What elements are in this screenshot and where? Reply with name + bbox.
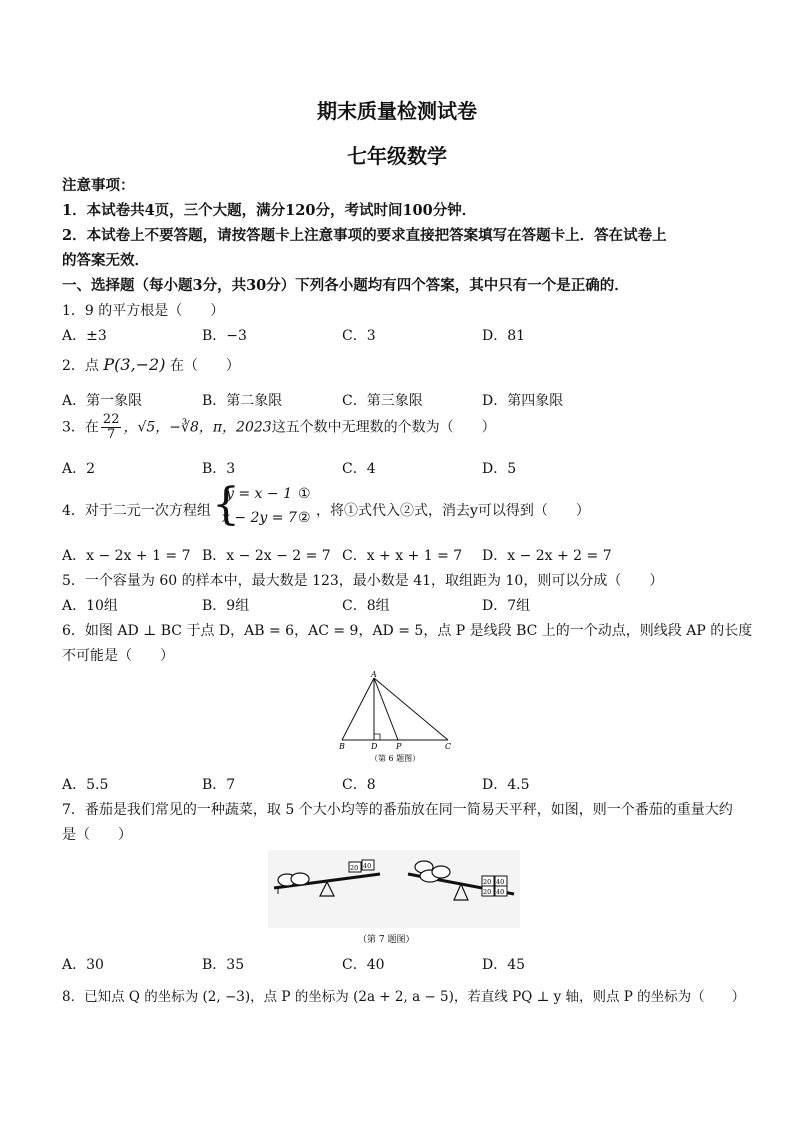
q4-equation-system <box>212 479 322 530</box>
q4-option-d: D．x − 2x + 2 = 7 <box>482 548 612 564</box>
note-item-2b: 的答案无效． <box>62 252 149 269</box>
q1-option-d: D．81 <box>482 328 526 344</box>
q4-option-b: B．x − 2x − 2 = 7 <box>202 548 331 564</box>
q6-label-d: D <box>371 742 378 751</box>
q3-fraction <box>101 413 122 442</box>
q6-option-b: B．7 <box>202 777 236 793</box>
q6-stem-b: 不可能是（ ） <box>62 648 174 664</box>
note-item-2a: 2．本试卷上不要答题，请按答题卡上注意事项的要求直接把答案填写在答题卡上．答在试卷上 <box>62 227 667 244</box>
q7-stem-b: 是（ ） <box>62 827 132 843</box>
q6-label-p: P <box>396 742 402 751</box>
q3-option-b: B．3 <box>202 461 236 477</box>
exam-title: 期末质量检测试卷 <box>317 99 477 123</box>
q5-option-c: C．8组 <box>342 598 390 614</box>
q7-weight-label-6: 40 <box>496 888 505 896</box>
q5-stem: 5．一个容量为 60 的样本中，最大数是 123，最小数是 41，取组距为 10，则可以分成（ ） <box>62 573 664 589</box>
q3-stem-pre: 3．在 <box>62 419 99 436</box>
notes-heading: 注意事项： <box>62 177 135 194</box>
q7-tomato-5 <box>432 866 450 878</box>
q3-stem <box>62 413 496 442</box>
q2-point: P(3,−2) <box>103 355 166 374</box>
q1-stem: 1．9 的平方根是（ ） <box>62 303 225 319</box>
q4-mark-2: ② <box>298 510 311 526</box>
q7-stem-a: 7．番茄是我们常见的一种蔬菜，取 5 个大小均等的番茄放在同一简易天平秤，如图，则一个番茄的重量大约 <box>62 802 733 818</box>
q6-side-ac <box>374 678 448 740</box>
q4-option-c: C．x + x + 1 = 7 <box>342 548 463 564</box>
q6-option-a: A．5.5 <box>62 777 109 793</box>
q7-weight-label-3: 20 <box>483 878 492 886</box>
q4-stem-post: ，将①式代入②式，消去y可以得到（ ） <box>316 503 590 519</box>
section-1-heading: 一、选择题（每小题3分，共30分）下列各小题均有四个答案，其中只有一个是正确的． <box>62 277 629 294</box>
q7-option-b: B．35 <box>202 957 245 973</box>
q6-stem-a: 6．如图 AD ⊥ BC 于点 D，AB = 6，AC = 9，AD = 5，点 P 是线段 BC 上的一个动点，则线段 AP 的长度 <box>62 623 753 639</box>
exam-subtitle: 七年级数学 <box>347 144 447 168</box>
q6-label-a: A <box>371 670 377 679</box>
q1-option-a: A．±3 <box>62 328 107 344</box>
q8-stem: 8．已知点 Q 的坐标为 (2, −3)，点 P 的坐标为 (2a + 2, a − 5)，若直线 PQ ⊥ y 轴，则点 P 的坐标为（ ） <box>62 989 746 1005</box>
q5-option-a: A．10组 <box>62 598 118 614</box>
q3-frac-denominator: 7 <box>107 427 116 442</box>
q7-figure-caption: （第 7 题图） <box>358 935 415 945</box>
q7-weight-label-4: 40 <box>496 878 505 886</box>
q2-option-d: D．第四象限 <box>482 393 564 409</box>
q4-mark-1: ① <box>298 486 311 502</box>
q5-option-d: D．7组 <box>482 598 531 614</box>
q2-option-b: B．第二象限 <box>202 393 283 409</box>
q6-label-b: B <box>339 742 345 751</box>
q6-option-c: C．8 <box>342 777 376 793</box>
q6-label-c: C <box>445 742 452 751</box>
q3-items: ，√5，−∛8，π，2023 <box>123 419 272 436</box>
q3-frac-numerator: 22 <box>102 412 120 427</box>
q2-option-a: A．第一象限 <box>62 393 143 409</box>
q2-stem-post: 在（ ） <box>169 358 240 374</box>
q3-option-c: C．4 <box>342 461 376 477</box>
q4-brace: { <box>212 479 240 530</box>
q1-option-b: B．−3 <box>202 328 247 344</box>
q4-equation-1: y = x − 1 <box>226 486 292 502</box>
q2-stem-pre: 2．点 <box>62 358 99 374</box>
q2-option-c: C．第三象限 <box>342 393 423 409</box>
q6-figure-caption: （第 6 题图） <box>370 754 421 763</box>
q5-option-b: B．9组 <box>202 598 250 614</box>
q7-weight-label-1: 20 <box>350 864 359 872</box>
q7-option-a: A．30 <box>62 957 104 973</box>
q6-triangle-figure <box>330 670 460 770</box>
q4-option-a: A．x − 2x + 1 = 7 <box>62 548 191 564</box>
q7-weight-label-5: 20 <box>483 888 492 896</box>
note-item-1: 1．本试卷共4页，三个大题，满分120分，考试时间100分钟． <box>62 202 477 219</box>
q4-stem-pre: 4．对于二元一次方程组 <box>62 503 211 519</box>
q4-equation-2: x − 2y = 7 <box>222 510 297 526</box>
q3-option-d: D．5 <box>482 461 517 477</box>
q6-right-angle-mark <box>374 734 380 740</box>
q7-tomato-2 <box>291 873 309 885</box>
q3-option-a: A．2 <box>62 461 96 477</box>
q7-weight-label-2: 40 <box>363 862 372 870</box>
q6-segment-ap <box>374 678 398 740</box>
q6-side-ab <box>342 678 374 740</box>
q7-option-d: D．45 <box>482 957 526 973</box>
q7-option-c: C．40 <box>342 957 385 973</box>
q2-stem <box>62 355 240 375</box>
q3-stem-post: 这五个数中无理数的个数为（ ） <box>271 419 496 436</box>
q7-balance-figure <box>268 850 520 946</box>
q6-option-d: D．4.5 <box>482 777 530 793</box>
q1-option-c: C．3 <box>342 328 376 344</box>
